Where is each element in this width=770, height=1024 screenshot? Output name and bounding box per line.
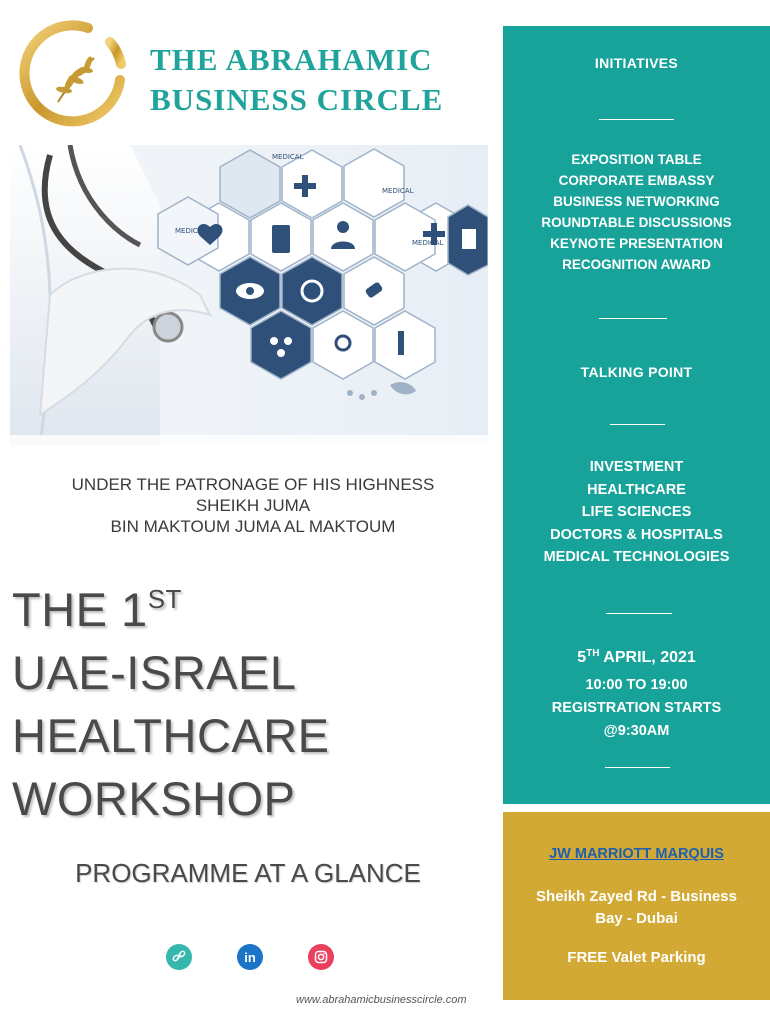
list-item: EXPOSITION TABLE [571, 152, 702, 167]
list-item: KEYNOTE PRESENTATION [550, 236, 723, 251]
registration-line-1: REGISTRATION STARTS [551, 700, 722, 716]
talking-point-list [503, 456, 770, 569]
list-item: MEDICAL TECHNOLOGIES [543, 549, 730, 565]
brand-line-1: THE ABRAHAMIC [150, 42, 433, 77]
link-icon[interactable] [166, 944, 192, 970]
patronage-line-1: UNDER THE PATRONAGE OF HIS HIGHNESS [71, 475, 435, 494]
event-date: 5TH APRIL, 2021 [577, 648, 696, 666]
title-line-3: HEALTHCARE [12, 709, 330, 762]
venue-panel [503, 812, 770, 1000]
divider [605, 767, 670, 768]
venue-address [503, 886, 770, 930]
hex-label: MEDICAL [175, 227, 207, 235]
list-item: INVESTMENT [589, 459, 684, 475]
list-item: HEALTHCARE [587, 481, 686, 498]
initiatives-list [503, 149, 770, 275]
registration-line-2: @9:30AM [603, 723, 670, 739]
divider [606, 613, 672, 614]
divider [610, 424, 665, 425]
title-line-1: THE 1 [12, 583, 148, 636]
talking-point-heading: TALKING POINT [580, 364, 693, 380]
hero-healthcare-image [10, 145, 488, 445]
event-time: 10:00 TO 19:00 [585, 677, 688, 693]
title-line-2: UAE-ISRAEL [12, 646, 297, 699]
linkedin-icon[interactable]: in [237, 944, 263, 970]
list-item: RECOGNITION AWARD [562, 257, 711, 272]
divider [599, 119, 674, 120]
programme-heading: PROGRAMME AT A GLANCE [75, 858, 421, 888]
hex-label: MEDICAL [382, 187, 414, 195]
venue-link[interactable]: JW MARRIOTT MARQUIS [549, 846, 724, 862]
event-title [12, 568, 330, 830]
patronage-line-3: BIN MAKTOUM JUMA AL MAKTOUM [110, 517, 396, 536]
brand-line-2: BUSINESS CIRCLE [150, 82, 444, 117]
address-line-2: Bay - Dubai [595, 910, 678, 927]
list-item: DOCTORS & HOSPITALS [550, 526, 723, 543]
patronage-line-2: SHEIKH JUMA [195, 496, 311, 515]
initiatives-heading: INITIATIVES [594, 55, 679, 71]
address-line-1: Sheikh Zayed Rd - Business [536, 888, 737, 905]
logo-emblem [18, 20, 128, 130]
list-item: ROUNDTABLE DISCUSSIONS [541, 215, 732, 230]
title-line-4: WORKSHOP [12, 772, 296, 825]
brand-name [150, 40, 443, 120]
event-times [503, 674, 770, 743]
social-links [0, 944, 490, 972]
hex-label: MEDICAL [272, 153, 304, 161]
instagram-icon[interactable] [308, 944, 334, 970]
title-ordinal: ST [147, 584, 182, 614]
list-item: LIFE SCIENCES [581, 504, 692, 520]
list-item: CORPORATE EMBASSY [558, 173, 715, 188]
info-panel [503, 26, 770, 804]
divider [599, 318, 667, 319]
list-item: BUSINESS NETWORKING [553, 194, 720, 209]
patronage-text [18, 474, 488, 537]
hex-label: MEDICAL [412, 239, 444, 247]
parking-info: FREE Valet Parking [567, 949, 706, 966]
website-url[interactable]: www.abrahamicbusinesscircle.com [296, 994, 467, 1006]
